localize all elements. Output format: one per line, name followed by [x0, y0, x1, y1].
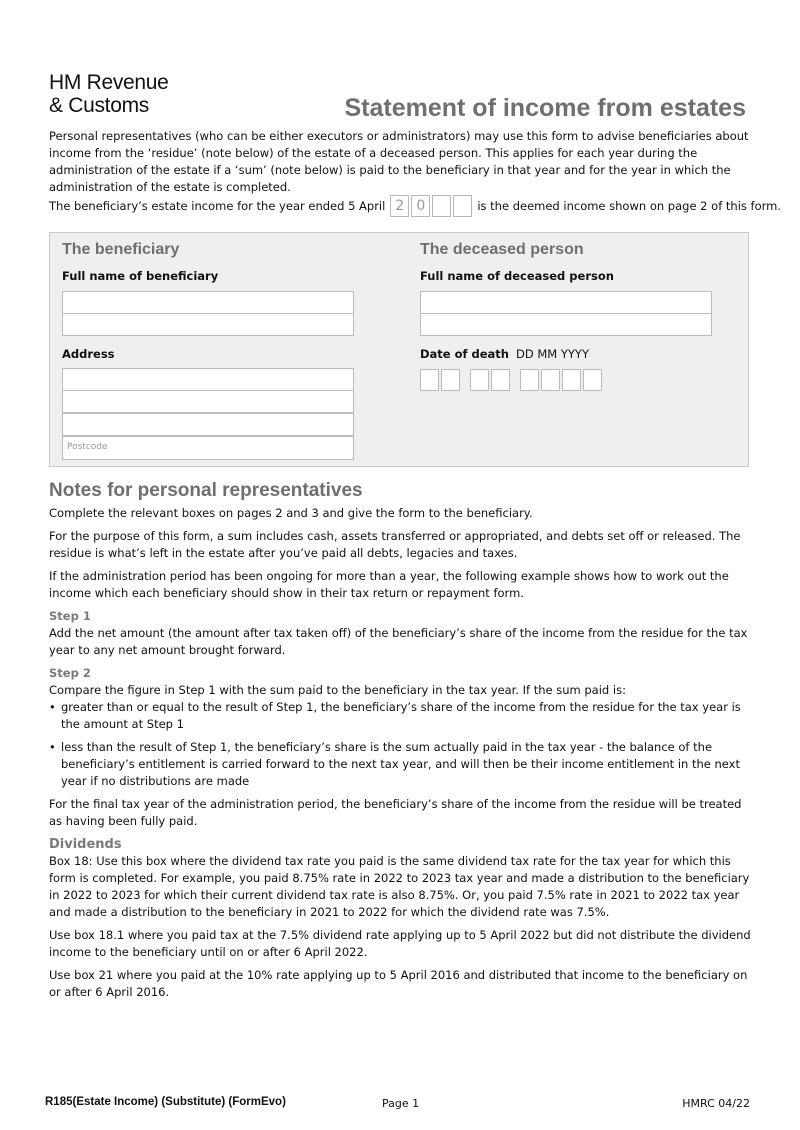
step-2-bullet-2: • less than the result of Step 1, the beneficiary’s share is the sum actually paid in the tax year - the balance of the beneficiary’s entitlement is carried forward to the next tax year, and will then be their income entitlement in the next year if no distributions are made — [49, 739, 754, 790]
intro-text: Personal representatives (who can be either executors or administrators) may use this form to advise beneficiaries about income from the ‘residue’ (note below) of the estate of a deceased person. This applies for each year during the administration of the estate if a ‘sum’ (note below) is paid to the beneficiary in that year and for the year in which the administration of the estate is completed. — [49, 129, 749, 194]
dividends-label: Dividends — [49, 837, 122, 852]
address-field-1[interactable] — [62, 368, 354, 391]
notes-paragraph-2: For the purpose of this form, a sum includes cash, assets transferred or appropriated, and debts set off or released. The residue is what’s left in the estate after you’ve paid all debts, legacies and taxes. — [49, 529, 741, 560]
step-2-text: Compare the figure in Step 1 with the sum paid to the beneficiary in the tax year. If the sum paid is: — [49, 683, 626, 697]
dividends-paragraph-1: Box 18: Use this box where the dividend tax rate you paid is the same dividend tax rate for the tax year for which this form is completed. For example, you paid 8.75% rate in 2022 to 2023 tax year and made a distribution to the beneficiary in 2022 to 2023 for which their current dividend tax rate is also 8.75%. Or, you paid 7.5% rate in 2021 to 2022 tax year and made a distribution to the beneficiary in 2021 to 2022 for which the dividend rate was 7.5%. — [49, 854, 750, 919]
step-1-label: Step 1 — [49, 609, 91, 623]
step-2-label: Step 2 — [49, 666, 91, 680]
year-digit-3[interactable] — [432, 195, 451, 217]
address-label: Address — [62, 347, 115, 361]
address-field-2[interactable] — [62, 390, 354, 413]
dividends-paragraph-3: Use box 21 where you paid at the 10% rate applying up to 5 April 2016 and distributed that income to the beneficiary on or after 6 April 2016. — [49, 968, 748, 999]
hmrc-logo — [49, 71, 169, 117]
dod-day-2[interactable] — [441, 369, 460, 391]
year-line-after: is the deemed income shown on page 2 of this form. — [477, 199, 781, 213]
date-format-hint: DD MM YYYY — [516, 347, 589, 361]
date-of-death-input — [420, 369, 604, 391]
year-line-before: The beneficiary’s estate income for the year ended 5 April — [49, 199, 386, 213]
dod-year-1[interactable] — [520, 369, 539, 391]
dod-year-3[interactable] — [562, 369, 581, 391]
dod-year-2[interactable] — [541, 369, 560, 391]
logo-line-1: HM Revenue — [49, 71, 169, 94]
final-year-text: For the final tax year of the administration period, the beneficiary’s share of the income from the residue will be treated as having been fully paid. — [49, 797, 742, 828]
year-line — [49, 193, 781, 219]
form-version: HMRC 04/22 — [682, 1097, 750, 1110]
year-digit-2[interactable]: 0 — [411, 195, 430, 217]
address-field-3[interactable] — [62, 413, 354, 436]
beneficiary-name-field-2[interactable] — [62, 313, 354, 336]
notes-section — [49, 482, 754, 1007]
notes-paragraph-3: If the administration period has been ongoing for more than a year, the following example shows how to work out the income which each beneficiary should show in their tax return or repayment form. — [49, 569, 729, 600]
beneficiary-heading: The beneficiary — [62, 241, 180, 258]
form-reference: R185(Estate Income) (Substitute) (FormEvo) — [45, 1096, 286, 1108]
deceased-name-label: Full name of deceased person — [420, 269, 614, 283]
year-digit-1[interactable]: 2 — [390, 195, 409, 217]
year-digit-4[interactable] — [453, 195, 472, 217]
page-title: Statement of income from estates — [344, 94, 746, 122]
step-1-text: Add the net amount (the amount after tax taken off) of the beneficiary’s share of the income from the residue for the tax year to any net amount brought forward. — [49, 626, 748, 657]
dividends-paragraph-2: Use box 18.1 where you paid tax at the 7.5% dividend rate applying up to 5 April 2022 but did not distribute the dividend income to the beneficiary until on or after 6 April 2022. — [49, 928, 751, 959]
dod-month-1[interactable] — [470, 369, 489, 391]
details-panel — [49, 232, 749, 467]
date-of-death-label — [420, 347, 589, 361]
notes-paragraph-1: Complete the relevant boxes on pages 2 and 3 and give the form to the beneficiary. — [49, 506, 533, 520]
step-2-bullet-1: • greater than or equal to the result of Step 1, the beneficiary’s share of the income from the residue for the tax year is the amount at Step 1 — [49, 699, 754, 733]
deceased-name-field-1[interactable] — [420, 291, 712, 314]
dod-day-1[interactable] — [420, 369, 439, 391]
postcode-field[interactable]: Postcode — [62, 436, 354, 460]
logo-line-2: & Customs — [49, 94, 149, 117]
beneficiary-name-field-1[interactable] — [62, 291, 354, 314]
date-of-death-label-text: Date of death — [420, 347, 509, 361]
dod-month-2[interactable] — [491, 369, 510, 391]
dod-year-4[interactable] — [583, 369, 602, 391]
page-number: Page 1 — [382, 1097, 420, 1110]
notes-heading: Notes for personal representatives — [49, 480, 363, 501]
tax-year-input — [390, 195, 474, 217]
beneficiary-name-label: Full name of beneficiary — [62, 269, 219, 283]
deceased-name-field-2[interactable] — [420, 313, 712, 336]
deceased-heading: The deceased person — [420, 241, 584, 258]
